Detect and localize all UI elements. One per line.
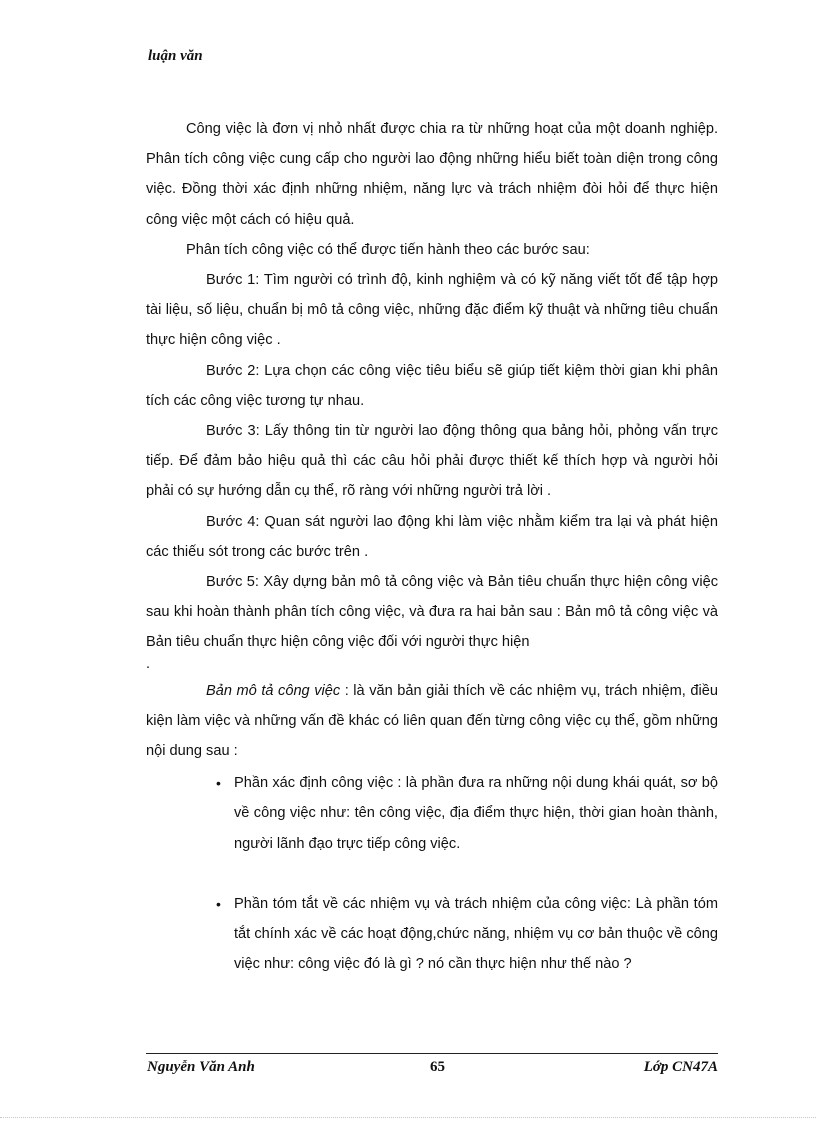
- list-item: [216, 768, 718, 859]
- description-rest: : là văn bản giải thích về các nhiệm vụ, trách nhiệm, điều kiện làm việc và những vấn đề khác có liên quan đến từng công việc cụ thể, gồm những nội dung sau :: [146, 682, 718, 760]
- bullet-icon: •: [216, 775, 221, 792]
- paragraph-steps-intro: Phân tích công việc có thể được tiến hành theo các bước sau:: [186, 241, 590, 258]
- bullet-icon: •: [216, 895, 221, 912]
- paragraph-description: [146, 676, 718, 767]
- step-1: Bước 1: Tìm người có trình độ, kinh nghiệm và có kỹ năng viết tốt để tập hợp tài liệu, số liệu, chuẩn bị mô tả công việc, những đặc điểm kỹ thuật và những tiêu chuẩn thực hiện công việc .: [146, 272, 718, 349]
- bullet-text: Phần xác định công việc : là phần đưa ra những nội dung khái quát, sơ bộ về công việc như: tên công việc, địa điểm thực hiện, thời gian hoàn thành, người lãnh đạo trực tiếp công việc.: [234, 775, 718, 852]
- list-item: [216, 889, 718, 980]
- page-number: 65: [430, 1059, 445, 1075]
- paragraph-intro: Công việc là đơn vị nhỏ nhất được chia ra từ những hoạt của một doanh nghiệp. Phân tích công việc cung cấp cho người lao động những hiểu biết toàn diện trong công việc. Đồng thời xác định những nhiệm, năng lực và trách nhiệm đòi hỏi để thực hiện công việc một cách có hiệu quả.: [146, 121, 718, 228]
- body-text: [146, 114, 718, 979]
- step-5: Bước 5: Xây dựng bản mô tả công việc và Bản tiêu chuẩn thực hiện công việc sau khi hoàn thành phân tích công việc, và đưa ra hai bản sau : Bản mô tả công việc và Bản tiêu chuẩn thực hiện công việc đối với người thực hiện: [146, 574, 718, 651]
- footer-class: Lớp CN47A: [643, 1059, 718, 1075]
- stray-dot: .: [146, 655, 151, 672]
- step-2: Bước 2: Lựa chọn các công việc tiêu biểu sẽ giúp tiết kiệm thời gian khi phân tích các công việc tương tự nhau.: [146, 362, 718, 409]
- header-title: luận văn: [148, 48, 203, 64]
- description-term: Bản mô tả công việc: [206, 682, 341, 699]
- page-bottom-border: [0, 1117, 816, 1118]
- bullet-text: Phần tóm tắt về các nhiệm vụ và trách nhiệm của công việc: Là phần tóm tắt chính xác về các hoạt động,chức năng, nhiệm vụ cơ bản thuộc về công việc như: công việc đó là gì ? nó cần thực hiện như thế nào ?: [234, 895, 718, 973]
- step-4: Bước 4: Quan sát người lao động khi làm việc nhằm kiểm tra lại và phát hiện các thiếu sót trong các bước trên .: [146, 513, 718, 560]
- footer-author: Nguyễn Văn Anh: [147, 1059, 255, 1075]
- footer-divider: [146, 1053, 718, 1054]
- step-3: Bước 3: Lấy thông tin từ người lao động thông qua bảng hỏi, phỏng vấn trực tiếp. Để đảm bảo hiệu quả thì các câu hỏi phải được thiết kế thích hợp và người hỏi phải có sự hướng dẫn cụ thể, rõ ràng với những người trả lời .: [146, 423, 718, 500]
- content-bullet-list: [146, 768, 718, 979]
